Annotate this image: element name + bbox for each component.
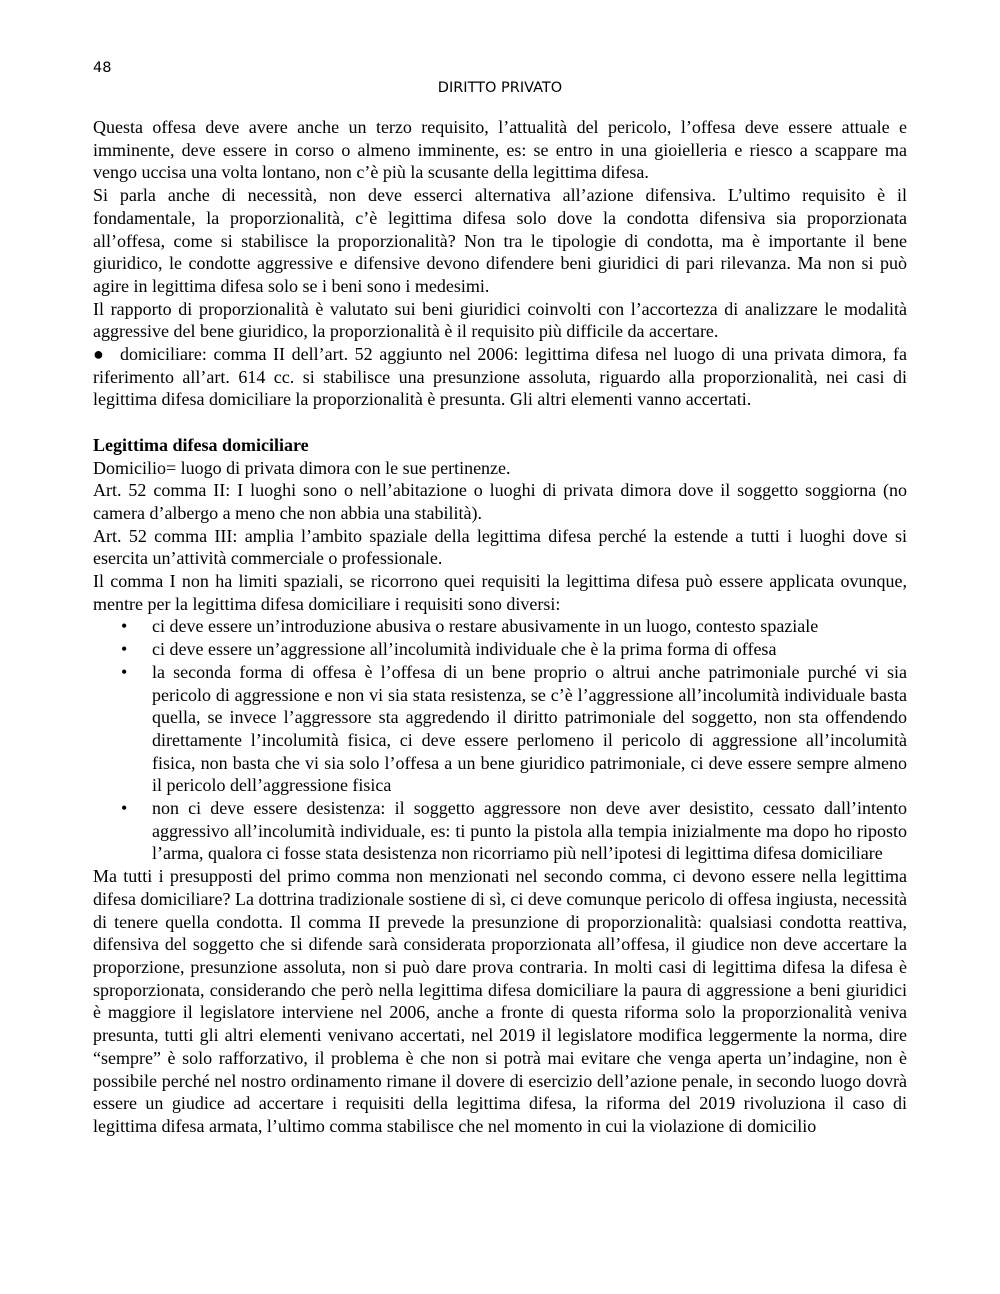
bullet-icon: •: [121, 798, 128, 819]
requirements-list: [93, 615, 907, 865]
document-body: [93, 116, 907, 1138]
paragraph-comma-i: Il comma I non ha limiti spaziali, se ricorrono quei requisiti la legittima difesa può essere applicata ovunque, mentre per la legittima difesa domiciliare i requisiti sono diversi:: [93, 571, 907, 614]
list-item: [93, 661, 907, 797]
bullet-icon: •: [121, 661, 128, 682]
list-item-text: ci deve essere un’introduzione abusiva o restare abusivamente in un luogo, contesto spaziale: [152, 616, 819, 637]
running-header: DIRITTO PRIVATO: [437, 80, 563, 96]
paragraph-comma-iii: Art. 52 comma III: amplia l’ambito spaziale della legittima difesa perché la estende a tutti i luoghi dove si esercita un’attività commerciale o professionale.: [93, 525, 907, 569]
list-item: [93, 797, 907, 865]
paragraph-attualita: Questa offesa deve avere anche un terzo requisito, l’attualità del pericolo, l’offesa deve essere attuale e imminente, deve essere in corso o almeno imminente, es: se entro in una gioielleria e riesco a scappare ma vengo uccisa una volta lontano, non c’è più la scusante della legittima difesa.: [93, 117, 907, 183]
paragraph-comma-ii: Art. 52 comma II: I luoghi sono o nell’abitazione o luoghi di privata dimora dove il soggetto soggiorna (no camera d’albergo a meno che non abbia una stabilità).: [93, 480, 907, 523]
page-number: 48: [93, 60, 112, 76]
bullet-icon: •: [121, 639, 128, 660]
paragraph-domiciliare: [93, 343, 907, 411]
list-item: [93, 638, 907, 661]
list-item: [93, 615, 907, 638]
list-item-text: ci deve essere un’aggressione all’incolumità individuale che è la prima forma di offesa: [152, 639, 777, 660]
bullet-icon: ●: [93, 344, 106, 365]
list-item-text: non ci deve essere desistenza: il soggetto aggressore non deve aver desistito, cessato dall’intento aggressivo all’incolumità individuale, es: ti punto la pistola alla tempia inizialmente ma dopo ho riposto l’arma, qualora ci fosse stata desistenza non ricorriamo più nell’ipotesi di legittima difesa domiciliare: [152, 798, 907, 864]
list-item-text: la seconda forma di offesa è l’offesa di un bene proprio o altrui anche patrimoniale purché vi sia pericolo di aggressione e non vi sia stata resistenza, se c’è l’aggressione all’incolumità individuale basta quella, se invece l’aggressore sta aggredendo il diritto patrimoniale del soggetto, non sta offendendo direttamente l’incolumità fisica, ci deve essere perlomeno il pericolo di aggressione all’incolumità fisica, non basta che vi sia solo l’offesa a un bene giuridico patrimoniale, ci deve essere sempre almeno il pericolo dell’aggressione fisica: [152, 661, 907, 796]
blank-line: [93, 411, 907, 434]
paragraph-proporzionalita: Il rapporto di proporzionalità è valutato sui beni giuridici coinvolti con l’accortezza di analizzare le modalità aggressive del bene giuridico, la proporzionalità è il requisito più difficile da accertare.: [93, 298, 907, 342]
paragraph-necessita: Si parla anche di necessità, non deve esserci alternativa all’azione difensiva. L’ultimo requisito è il fondamentale, la proporzionalità, c’è legittima difesa solo dove la condotta difensiva sia proporzionata all’offesa, come si stabilisce la proporzionalità? Non tra le tipologie di condotta, ma è importante il bene giuridico, le condotte aggressive e difensive devono difendere beni giuridici di pari rilevanza. Ma non si può agire in legittima difesa solo se i beni sono i medesimi.: [93, 185, 907, 296]
paragraph-domicilio: Domicilio= luogo di privata dimora con le sue pertinenze.: [93, 457, 511, 478]
paragraph-domiciliare-text: domiciliare: comma II dell’art. 52 aggiunto nel 2006: legittima difesa nel luogo di una privata dimora, fa riferimento all’art. 614 cc. si stabilisce una presunzione assoluta, riguardo alla proporzionalità, nei casi di legittima difesa domiciliare la proporzionalità è presunta. Gli altri elementi vanno accertati.: [93, 344, 907, 410]
bullet-icon: •: [121, 616, 128, 637]
section-heading: Legittima difesa domiciliare: [93, 434, 309, 455]
paragraph-presupposti: Ma tutti i presupposti del primo comma non menzionati nel secondo comma, ci devono essere nella legittima difesa domiciliare? La dottrina tradizionale sostiene di sì, ci deve comunque pericolo di offesa ingiusta, necessità di tenere quella condotta. Il comma II prevede la presunzione di proporzionalità: qualsiasi condotta reattiva, difensiva del soggetto che si difende sarà considerata proporzionata all’offesa, il giudice non deve accertare la proporzione, presunzione assoluta, non si può dare prova contraria. In molti casi di legittima difesa la difesa è sproporzionata, considerando che però nella legittima difesa domiciliare la paura di aggressione a beni giuridici è maggiore il legislatore interviene nel 2006, anche a fronte di questa riforma solo la proporzionalità veniva presunta, tutti gli altri elementi venivano accertati, nel 2019 il legislatore modifica leggermente la norma, dire “sempre” è solo rafforzativo, il problema è che non si potrà mai evitare che venga aperta un’indagine, non è possibile perché nel nostro ordinamento rimane il dovere di esercizio dell’azione penale, in secondo luogo dovrà essere un giudice ad accertare i requisiti della legittima difesa, la riforma del 2019 rivoluziona il caso di legittima difesa armata, l’ultimo comma stabilisce che nel momento in cui la violazione di domicilio: [93, 866, 907, 1136]
